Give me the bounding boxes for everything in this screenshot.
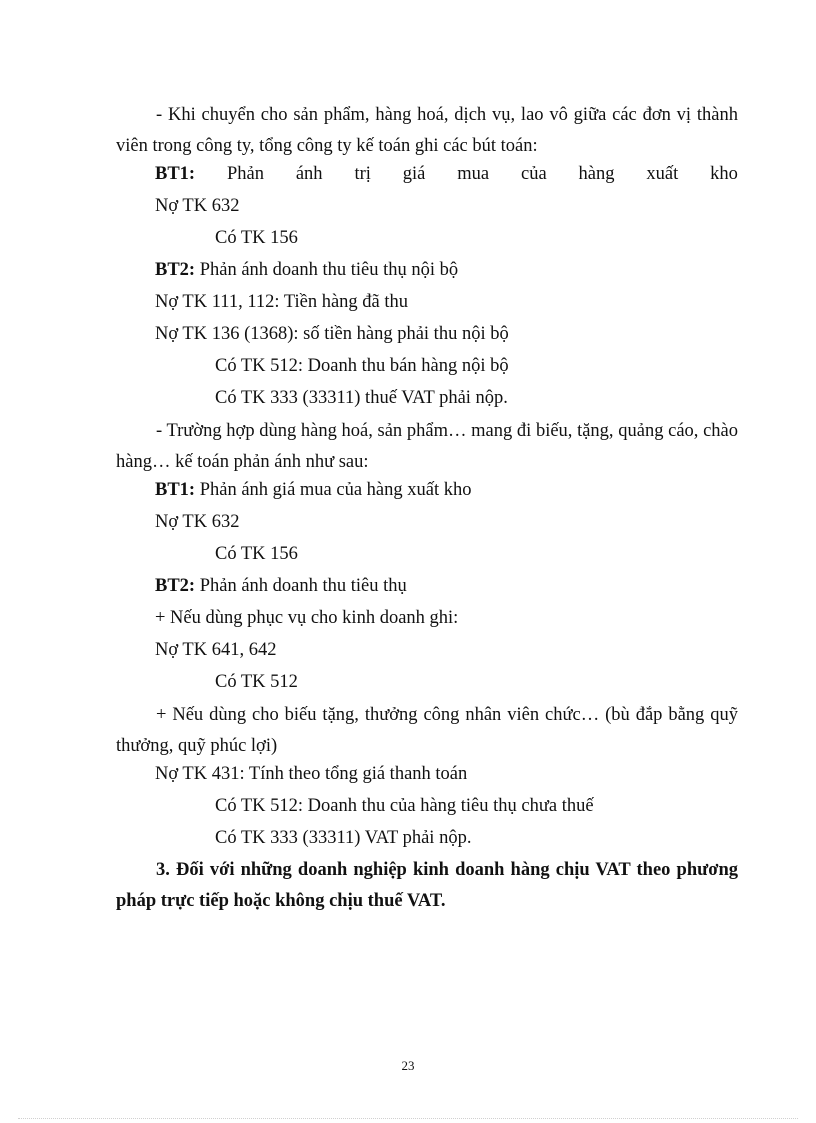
bt1-word: mua bbox=[457, 164, 490, 184]
bt2-label: BT2: bbox=[155, 260, 196, 280]
entry-line: Có TK 512: Doanh thu của hàng tiêu thụ chưa thuế bbox=[215, 796, 594, 816]
bt1-line bbox=[155, 478, 472, 502]
paragraph-transfer-internal: - Khi chuyển cho sản phẩm, hàng hoá, dịch vụ, lao vô giữa các đơn vị thành viên trong công ty, tổng công ty kế toán ghi các bút toán: bbox=[116, 105, 738, 156]
entry-line: Nợ TK 632 bbox=[155, 512, 240, 532]
bt1-word: kho bbox=[710, 164, 738, 184]
paragraph-gift-promotion: - Trường hợp dùng hàng hoá, sản phẩm… mang đi biếu, tặng, quảng cáo, chào hàng… kế toán phản ánh như sau: bbox=[116, 421, 738, 472]
entry-line: + Nếu dùng phục vụ cho kinh doanh ghi: bbox=[155, 608, 459, 628]
bt1-text: Phản ánh giá mua của hàng xuất kho bbox=[199, 480, 472, 500]
bt1-word: hàng bbox=[578, 164, 615, 184]
paragraph-employee-bonus: + Nếu dùng cho biếu tặng, thưởng công nhân viên chức… (bù đắp bằng quỹ thưởng, quỹ phúc lợi) bbox=[116, 705, 738, 756]
bt1-word: của bbox=[520, 164, 547, 184]
bt1-word: giá bbox=[402, 164, 426, 184]
entry-line: Nợ TK 632 bbox=[155, 196, 240, 216]
section-heading-3: 3. Đối với những doanh nghiệp kinh doanh hàng chịu VAT theo phương pháp trực tiếp hoặc không chịu thuế VAT. bbox=[116, 860, 738, 911]
page-number: 23 bbox=[401, 1058, 415, 1073]
page-bottom-divider bbox=[18, 1118, 798, 1119]
bt1-word: trị bbox=[354, 164, 371, 184]
entry-line: Nợ TK 641, 642 bbox=[155, 640, 277, 660]
entry-line: Có TK 156 bbox=[215, 544, 298, 564]
entry-line: Có TK 512: Doanh thu bán hàng nội bộ bbox=[215, 356, 509, 376]
entry-line: Có TK 512 bbox=[215, 672, 298, 692]
bt2-label: BT2: bbox=[155, 576, 196, 596]
bt2-text: Phản ánh doanh thu tiêu thụ bbox=[199, 576, 407, 596]
entry-line: Có TK 156 bbox=[215, 228, 298, 248]
entry-line: Nợ TK 431: Tính theo tổng giá thanh toán bbox=[155, 764, 468, 784]
bt1-label: BT1: bbox=[155, 164, 196, 184]
bt1-word: ánh bbox=[295, 164, 323, 184]
entry-line: Nợ TK 136 (1368): số tiền hàng phải thu nội bộ bbox=[155, 324, 509, 344]
entry-line: Nợ TK 111, 112: Tiền hàng đã thu bbox=[155, 292, 409, 312]
bt1-heading-line bbox=[155, 162, 738, 186]
entry-line: Có TK 333 (33311) thuế VAT phải nộp. bbox=[215, 388, 508, 408]
bt2-line bbox=[155, 258, 458, 282]
bt1-word: xuất bbox=[646, 164, 679, 184]
bt1-label: BT1: bbox=[155, 480, 196, 500]
entry-line: Có TK 333 (33311) VAT phải nộp. bbox=[215, 828, 472, 848]
bt1-word: Phản bbox=[226, 164, 264, 184]
bt2-text: Phản ánh doanh thu tiêu thụ nội bộ bbox=[199, 260, 459, 280]
bt2-line bbox=[155, 574, 407, 598]
